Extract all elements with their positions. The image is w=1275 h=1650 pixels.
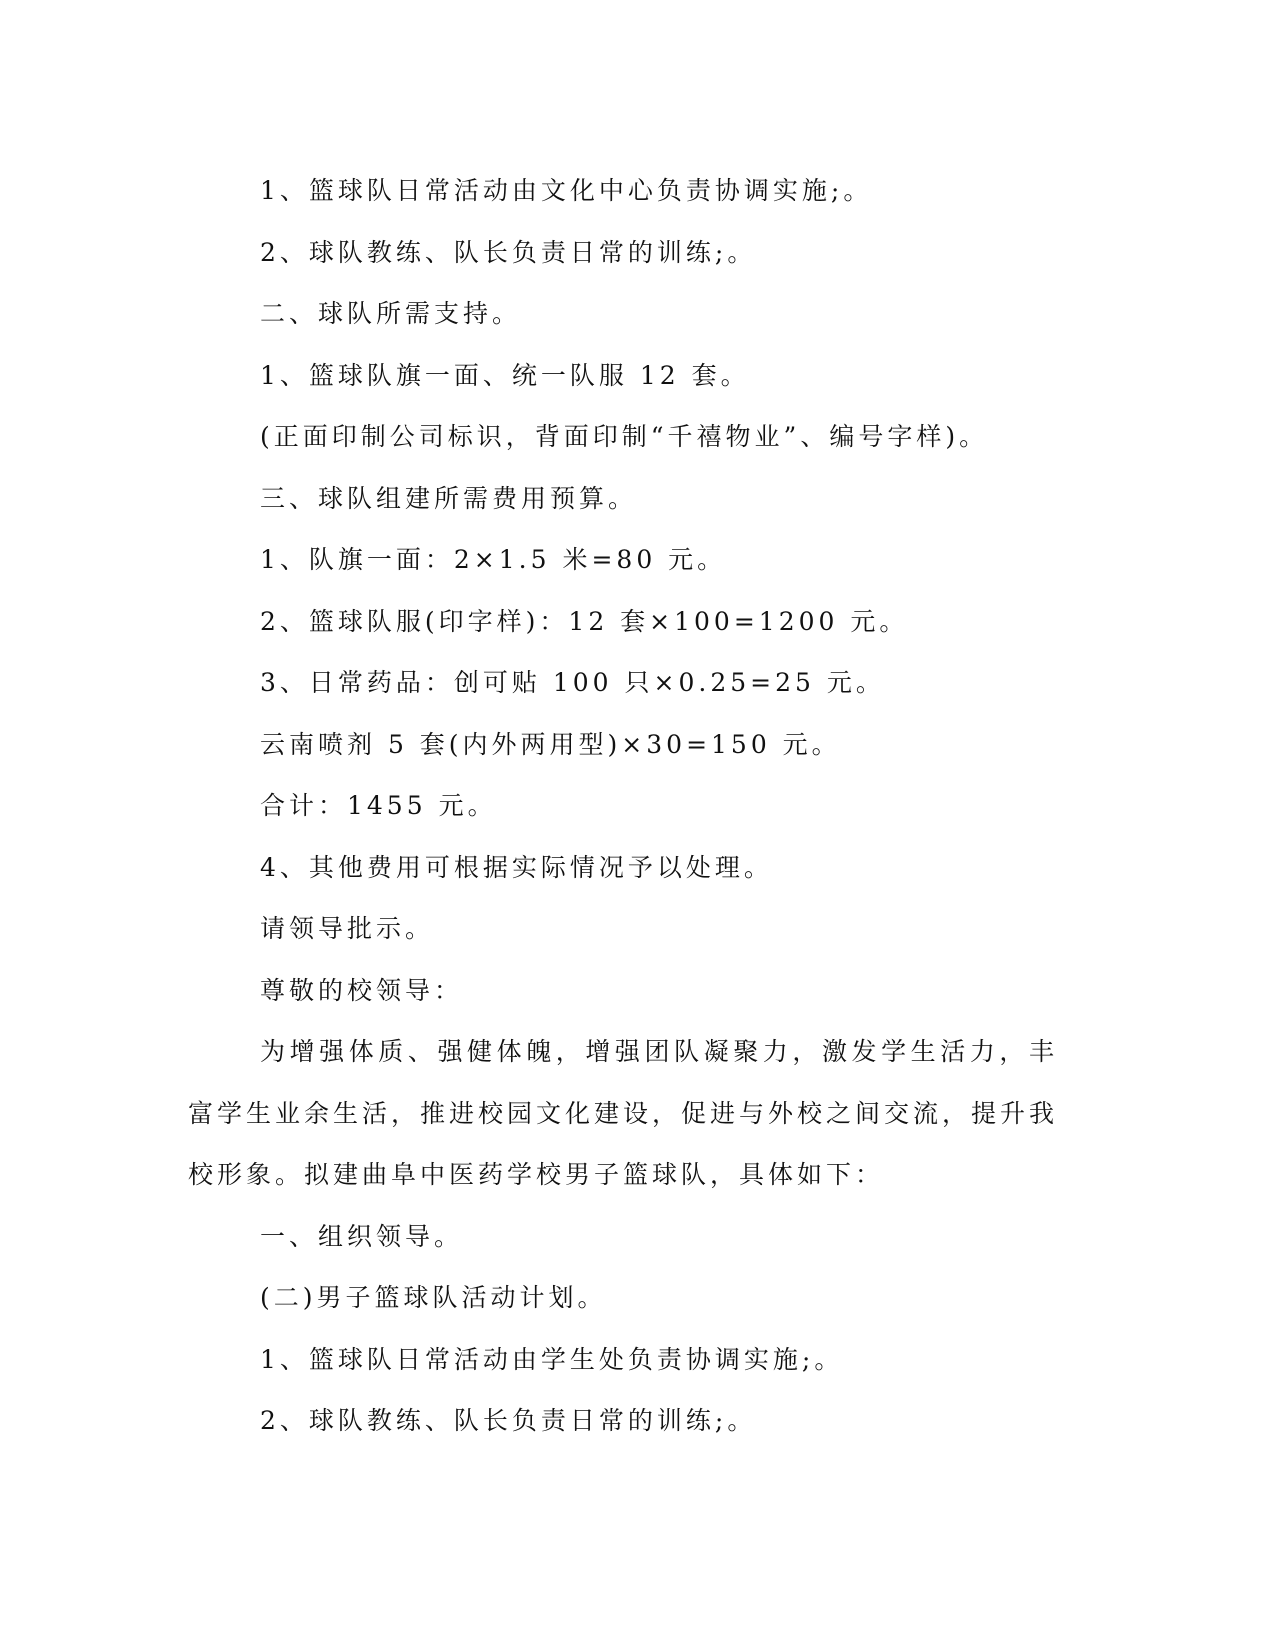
- budget-item: 2、篮球队服(印字样)：12 套×100=1200 元。: [260, 606, 909, 636]
- budget-item: 云南喷剂 5 套(内外两用型)×30=150 元。: [260, 729, 841, 759]
- body-paragraph: 为增强体质、强健体魄，增强团队凝聚力，激发学生活力，丰富学生业余生活，推进校园文化建设，促进与外校之间交流，提升我校形象。拟建曲阜中医药学校男子篮球队，具体如下：: [188, 1037, 1059, 1189]
- text-line: (正面印制公司标识，背面印制“千禧物业”、编号字样)。: [260, 422, 989, 451]
- section-heading: 一、组织领导。: [260, 1221, 464, 1251]
- budget-item: 3、日常药品：创可贴 100 只×0.25=25 元。: [260, 668, 885, 697]
- text-line: 2、球队教练、队长负责日常的训练;。: [260, 1406, 757, 1435]
- document-body: [188, 160, 1078, 1452]
- section-heading: 二、球队所需支持。: [260, 299, 522, 328]
- text-line: 1、篮球队日常活动由文化中心负责协调实施;。: [260, 176, 873, 205]
- text-line: 1、篮球队旗一面、统一队服 12 套。: [260, 360, 750, 390]
- text-line: 2、球队教练、队长负责日常的训练;。: [260, 237, 757, 267]
- text-line: 请领导批示。: [260, 914, 435, 943]
- budget-item: 1、队旗一面：2×1.5 米=80 元。: [260, 545, 727, 574]
- budget-total: 合计：1455 元。: [260, 791, 497, 820]
- text-line: 1、篮球队日常活动由学生处负责协调实施;。: [260, 1344, 844, 1374]
- text-line: 4、其他费用可根据实际情况予以处理。: [260, 852, 773, 882]
- section-heading: (二)男子篮球队活动计划。: [260, 1283, 607, 1312]
- section-heading: 三、球队组建所需费用预算。: [260, 483, 638, 513]
- salutation: 尊敬的校领导：: [260, 975, 464, 1005]
